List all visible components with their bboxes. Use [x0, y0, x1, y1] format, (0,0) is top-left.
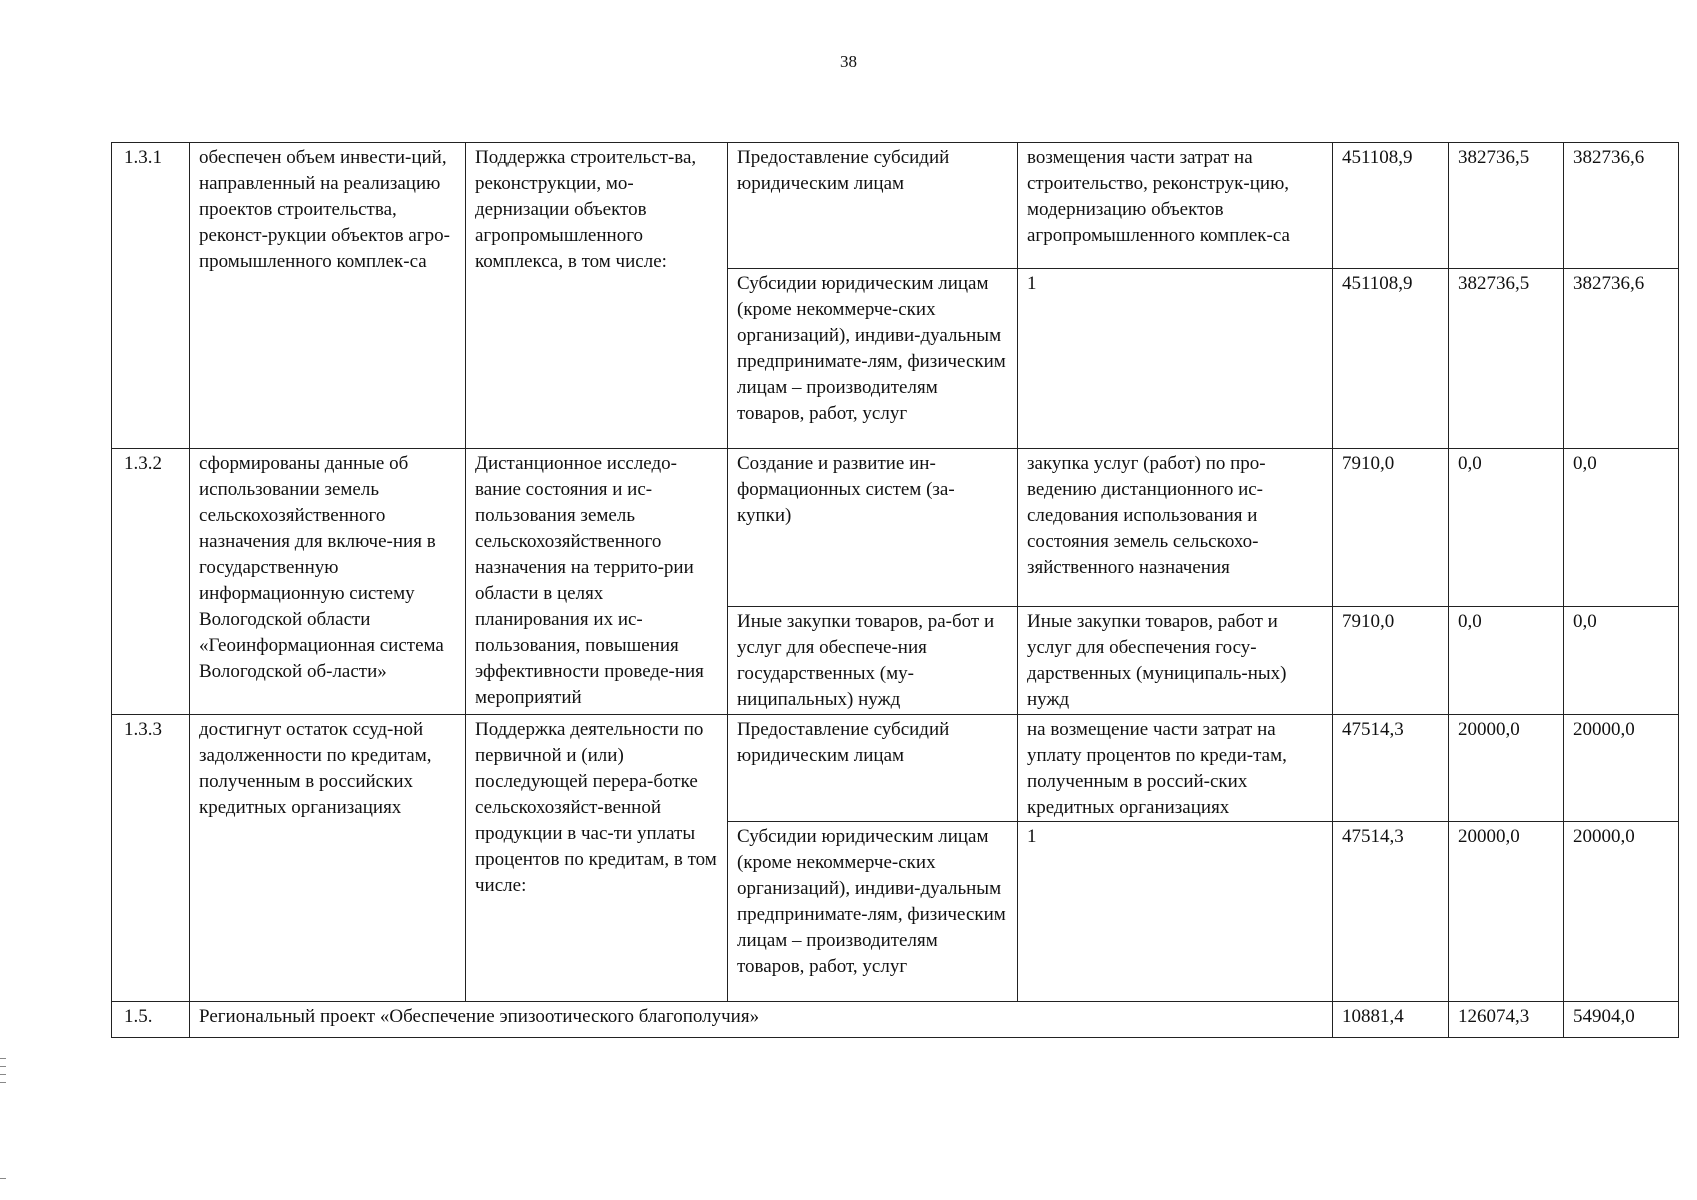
measure-cell: Поддержка деятельности по первичной и (или) последующей перера-ботке сельскохозяйст-венной продукции в час-ти уплаты процентов по кредитам, в том числе:: [466, 715, 728, 1002]
scan-margin-mark: [0, 1082, 6, 1083]
expense-type-cell: Создание и развитие ин-формационных систем (за-купки): [728, 449, 1018, 607]
value-cell: 382736,5: [1449, 143, 1564, 269]
value-cell: 20000,0: [1564, 822, 1679, 1002]
value-cell: 54904,0: [1564, 1002, 1679, 1038]
row-code: 1.3.3: [112, 715, 190, 1002]
purpose-cell: закупка услуг (работ) по про-ведению дистанционного ис-следования использования и состояния земель сельскохо-зяйственного назначения: [1018, 449, 1333, 607]
row-code: 1.5.: [112, 1002, 190, 1038]
expense-type-cell: Предоставление субсидий юридическим лицам: [728, 715, 1018, 822]
measure-cell: Поддержка строительст-ва, реконструкции, мо-дернизации объектов агропромышленного комплекса, в том числе:: [466, 143, 728, 449]
table-row: [112, 715, 1679, 822]
project-title-cell: Региональный проект «Обеспечение эпизоотического благополучия»: [190, 1002, 1333, 1038]
purpose-cell: возмещения части затрат на строительство, реконструк-цию, модернизацию объектов агропромышленного комплек-са: [1018, 143, 1333, 269]
value-cell: 382736,6: [1564, 143, 1679, 269]
page-number: 38: [840, 52, 857, 71]
result-cell: сформированы данные об использовании земель сельскохозяйственного назначения для включе-ния в государственную информационную систему Вологодской области «Геоинформационная система Вологодской об-ласти»: [190, 449, 466, 715]
expense-type-cell: Иные закупки товаров, ра-бот и услуг для обеспече-ния государственных (му-ниципальных) нужд: [728, 607, 1018, 715]
expense-type-cell: Субсидии юридическим лицам (кроме некоммерче-ских организаций), индиви-дуальным предпринимате-лям, физическим лицам – производителям товаров, работ, услуг: [728, 822, 1018, 1002]
scan-margin-mark: [0, 1066, 6, 1067]
value-cell: 47514,3: [1333, 822, 1449, 1002]
purpose-cell: на возмещение части затрат на уплату процентов по креди-там, полученным в россий-ских кредитных организациях: [1018, 715, 1333, 822]
scan-margin-mark: [0, 1058, 6, 1059]
data-table: [111, 142, 1679, 1038]
scan-margin-mark: [0, 1074, 6, 1075]
value-cell: 47514,3: [1333, 715, 1449, 822]
value-cell: 0,0: [1564, 607, 1679, 715]
value-cell: 7910,0: [1333, 607, 1449, 715]
value-cell: 0,0: [1564, 449, 1679, 607]
table-row: [112, 143, 1679, 269]
purpose-cell: 1: [1018, 822, 1333, 1002]
result-cell: достигнут остаток ссуд-ной задолженности по кредитам, полученным в российских кредитных организациях: [190, 715, 466, 1002]
value-cell: 20000,0: [1449, 822, 1564, 1002]
result-cell: обеспечен объем инвести-ций, направленный на реализацию проектов строительства, реконст-рукции объектов агро-промышленного комплек-са: [190, 143, 466, 449]
table-row: [112, 449, 1679, 607]
value-cell: 126074,3: [1449, 1002, 1564, 1038]
expense-type-cell: Предоставление субсидий юридическим лицам: [728, 143, 1018, 269]
value-cell: 451108,9: [1333, 143, 1449, 269]
row-code: 1.3.1: [112, 143, 190, 449]
value-cell: 382736,5: [1449, 269, 1564, 449]
purpose-cell: 1: [1018, 269, 1333, 449]
value-cell: 451108,9: [1333, 269, 1449, 449]
scan-margin-mark: [0, 1178, 6, 1179]
value-cell: 20000,0: [1449, 715, 1564, 822]
expense-type-cell: Субсидии юридическим лицам (кроме некоммерче-ских организаций), индиви-дуальным предпринимате-лям, физическим лицам – производителям товаров, работ, услуг: [728, 269, 1018, 449]
value-cell: 0,0: [1449, 449, 1564, 607]
table-row: [112, 1002, 1679, 1038]
value-cell: 20000,0: [1564, 715, 1679, 822]
value-cell: 382736,6: [1564, 269, 1679, 449]
value-cell: 7910,0: [1333, 449, 1449, 607]
value-cell: 10881,4: [1333, 1002, 1449, 1038]
purpose-cell: Иные закупки товаров, работ и услуг для обеспечения госу-дарственных (муниципаль-ных) нужд: [1018, 607, 1333, 715]
value-cell: 0,0: [1449, 607, 1564, 715]
measure-cell: Дистанционное исследо-вание состояния и ис-пользования земель сельскохозяйственного назначения на террито-рии области в целях планирования их ис-пользования, повышения эффективности проведе-ния мероприятий: [466, 449, 728, 715]
row-code: 1.3.2: [112, 449, 190, 715]
